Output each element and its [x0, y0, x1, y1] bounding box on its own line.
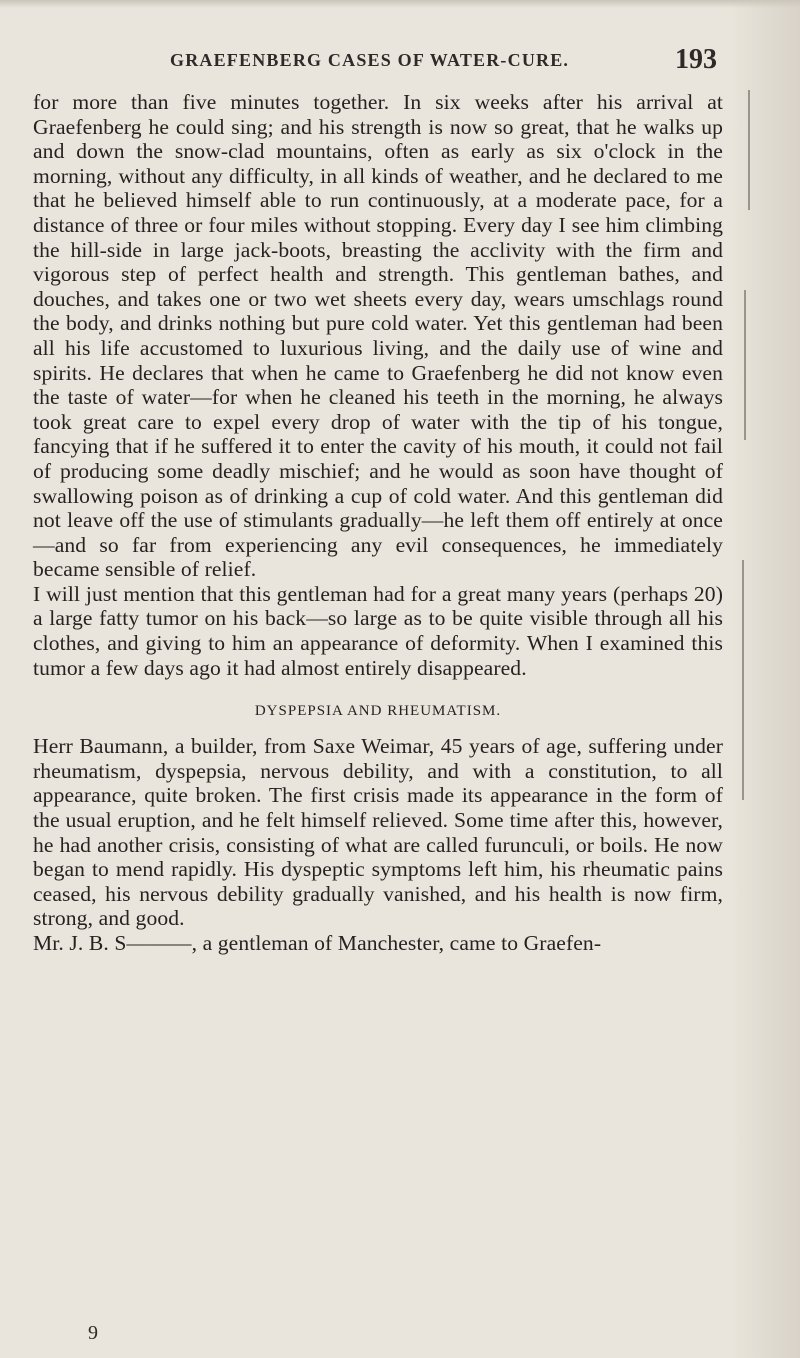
page-edge-shadow [730, 0, 800, 1358]
paragraph: for more than five minutes together. In six weeks after his arrival at Graefenberg he could sing; and his strength is now so great, that he walks up and down the snow-clad mountains, often as early as six o'clock in the morning, without any difficulty, in all kinds of weather, and he declared to me that he believed himself able to run continuously, at a moderate pace, for a distance of three or four miles without stopping. Every day I see him climbing the hill-side in large jack-boots, breasting the acclivity with the firm and vigorous step of perfect health and strength. This gentleman bathes, and douches, and takes one or two wet sheets every day, wears umschlags round the body, and drinks nothing but pure cold water. Yet this gentleman had been all his life accustomed to luxurious living, and the daily use of wine and spirits. He declares that when he came to Graefenberg he did not know even the taste of water—for when he cleaned his teeth in the morning, he always took great care to expel every drop of water with the tip of his tongue, fancying that if he suffered it to enter the cavity of his mouth, it could not fail of producing some deadly mischief; and he would as soon have thought of swallowing poison as of drinking a cup of cold water. And this gentleman did not leave off the use of stimulants gradually—he left them off entirely at once—and so far from experiencing any evil consequences, he immediately became sensible of relief. [33, 90, 723, 582]
page-number: 193 [675, 44, 717, 75]
page-top-edge [0, 0, 800, 8]
body-text [33, 90, 723, 956]
paragraph: Herr Baumann, a builder, from Saxe Weimar, 45 years of age, suffering under rheumatism, dyspepsia, nervous debility, and with a constitution, to all appearance, quite broken. The first crisis made its appearance in the form of the usual eruption, and he felt himself relieved. Some time after this, however, he had another crisis, consisting of what are called furunculi, or boils. He now began to mend rapidly. His dyspeptic symptoms left him, his rheumatic pains ceased, his nervous debility gradually vanished, and his health is now firm, strong, and good. [33, 734, 723, 931]
running-head: GRAEFENBERG CASES OF WATER-CURE. [170, 50, 570, 70]
signature-mark: 9 [88, 1322, 98, 1344]
margin-pencil-mark [742, 560, 744, 800]
section-heading: DYSPEPSIA AND RHEUMATISM. [254, 703, 502, 720]
margin-pencil-mark [744, 290, 746, 440]
paragraph: I will just mention that this gentleman had for a great many years (perhaps 20) a large fatty tumor on his back—so large as to be quite visible through all his clothes, and giving to him an appearance of deformity. When I examined this tumor a few days ago it had almost entirely disappeared. [33, 581, 723, 680]
paragraph: Mr. J. B. S———, a gentleman of Manchester, came to Graefen- [33, 931, 602, 955]
margin-pencil-mark [748, 90, 750, 210]
